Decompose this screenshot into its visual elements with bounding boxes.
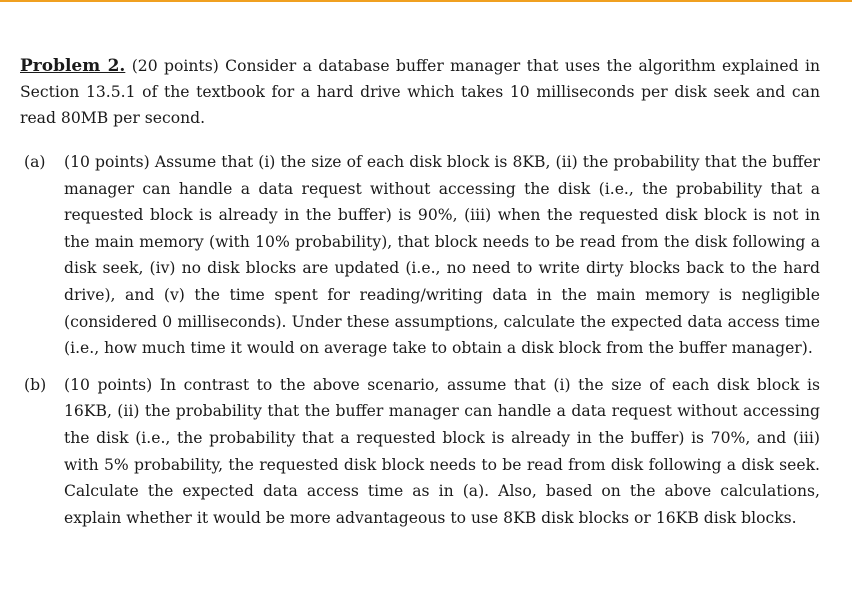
part-b-marker: (b) — [24, 375, 47, 394]
part-a-text: (10 points) Assume that (i) the size of each disk block is 8KB, (ii) the probability that the buffer manager can handle a data request without accessing the disk (i.e., the probability that a requested block is already in the buffer) is 90%, (iii) when the requested disk block is not in the main memory (with 10% probability), that block needs to be read from the disk following a disk seek, (iv) no disk blocks are updated (i.e., no need to write dirty blocks back to the hard drive), and (v) the time spent for reading/writing data in the main memory is negligible (considered 0 milliseconds). Under these assumptions, calculate the expected data access time (i.e., how much time it would on average take to obtain a disk block from the buffer manager). — [64, 153, 820, 358]
part-a-marker: (a) — [24, 153, 46, 171]
problem-intro-text: (20 points) Consider a database buffer manager that uses the algorithm explained in Section 13.5.1 of the textbook for a hard drive which takes 10 milliseconds per disk seek and can read 80MB per second. — [20, 57, 820, 127]
part-b-text: (10 points) In contrast to the above scenario, assume that (i) the size of each disk block is 16KB, (ii) the probability that the buffer manager can handle a data request without accessing the disk (i.e., the probability that a requested block is already in the buffer) is 70%, and (iii) with 5% probability, the requested disk block needs to be read from disk following a disk seek. Calculate the expected data access time as in (a). Also, based on the above calculations, explain whether it would be more advantageous to use 8KB disk blocks or 16KB disk blocks. — [64, 375, 820, 527]
document-page — [20, 53, 820, 541]
problem-parts — [20, 149, 820, 531]
problem-label: Problem 2. — [20, 56, 126, 76]
problem-intro — [20, 53, 820, 131]
part-a — [20, 149, 820, 362]
top-rule-divider — [0, 0, 852, 8]
part-b — [20, 372, 820, 532]
